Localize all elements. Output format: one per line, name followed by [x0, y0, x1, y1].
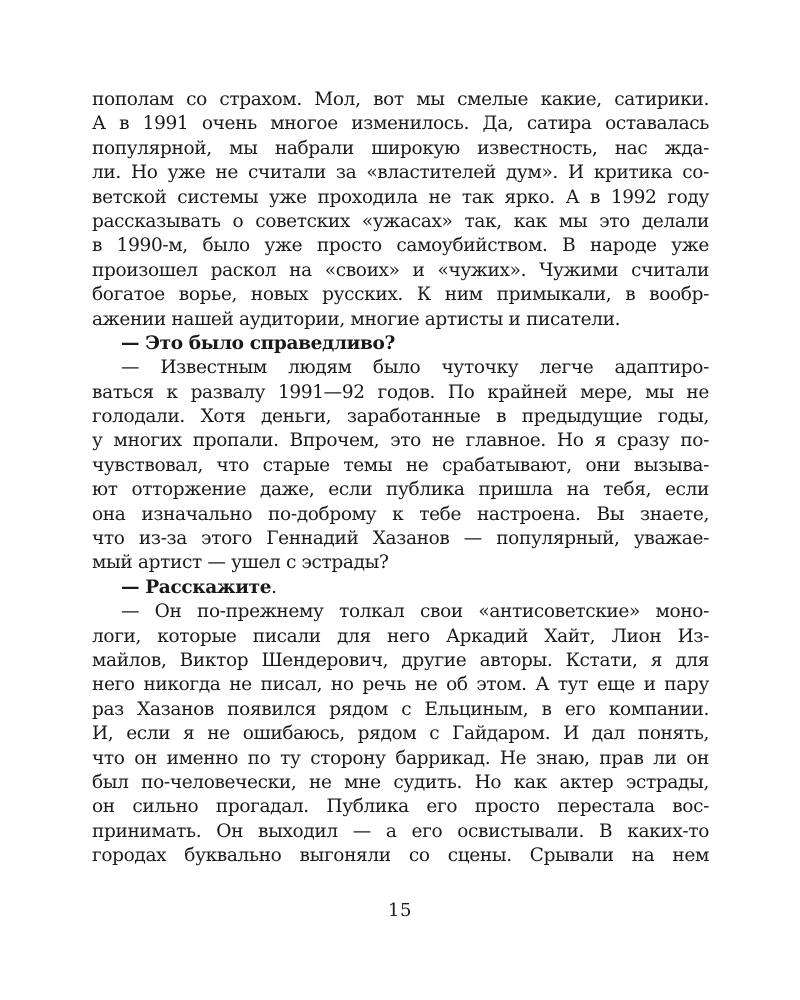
text-line: раз Хазанов появился рядом с Ельциным, в его компании. — [92, 698, 709, 720]
page-number: 15 — [388, 900, 412, 921]
text-line: — Известным людям было чуточку легче адаптиро- — [121, 357, 709, 379]
interviewer-question: — Это было справедливо? — [121, 332, 396, 354]
text-line: произошел раскол на «своих» и «чужих». Чужими считали — [92, 259, 709, 281]
text-line: в 1990-м, было уже просто самоубийством. В народе уже — [92, 235, 709, 257]
trailing-period: . — [271, 576, 277, 598]
text-line: был по-человечески, не мне судить. Но как актер эстрады, — [92, 771, 709, 793]
text-line: ют отторжение даже, если публика пришла на тебя, если — [92, 479, 709, 501]
interviewer-question: — Расскажите. — [121, 576, 277, 598]
text-line: него никогда не писал, но речь не об этом. А тут еще и пару — [92, 674, 709, 696]
page-text-body — [92, 88, 709, 869]
text-line: принимать. Он выходил — а его освистывали. В каких-то — [92, 820, 709, 842]
text-line: чувствовал, что старые темы не срабатывают, они вызыва- — [92, 454, 709, 476]
text-line: у многих пропали. Впрочем, это не главное. Но я сразу по- — [92, 430, 709, 452]
text-line: ажении нашей аудитории, многие артисты и писатели. — [92, 308, 621, 330]
text-line: А в 1991 очень многое изменилось. Да, сатира оставалась — [92, 113, 709, 135]
text-line: популярной, мы набрали широкую известность, нас жда- — [92, 137, 709, 159]
text-line: пополам со страхом. Мол, вот мы смелые какие, сатирики. — [92, 89, 709, 110]
text-line: майлов, Виктор Шендерович, другие авторы. Кстати, я для — [92, 649, 709, 671]
text-line: что он именно по ту сторону баррикад. Не знаю, прав ли он — [92, 747, 709, 769]
text-line: ваться к развалу 1991—92 годов. По крайней мере, мы не — [92, 381, 709, 403]
text-line: городах буквально выгоняли со сцены. Срывали на нем — [92, 845, 709, 867]
text-line: ли. Но уже не считали за «властителей дум». И критика со- — [92, 162, 709, 184]
text-line: что из-за этого Геннадий Хазанов — популярный, уважае- — [92, 528, 709, 550]
text-line: он сильно прогадал. Публика его просто перестала вос- — [92, 796, 709, 818]
text-line: она изначально по-доброму к тебе настроена. Вы знаете, — [92, 503, 709, 525]
text-line: И, если я не ошибаюсь, рядом с Гайдаром. И дал понять, — [92, 723, 709, 745]
text-line: логи, которые писали для него Аркадий Хайт, Лион Из- — [92, 625, 709, 647]
text-line: — Он по-прежнему толкал свои «антисоветские» моно- — [121, 601, 709, 623]
text-line: богатое ворье, новых русских. К ним примыкали, в вообр- — [92, 284, 709, 306]
text-line: рассказывать о советских «ужасах» так, как мы это делали — [92, 210, 709, 232]
text-line: мый артист — ушел с эстрады? — [92, 552, 389, 574]
text-line: голодали. Хотя деньги, заработанные в предыдущие годы, — [92, 406, 709, 428]
text-line: ветской системы уже проходила не так ярко. А в 1992 году — [92, 186, 709, 208]
